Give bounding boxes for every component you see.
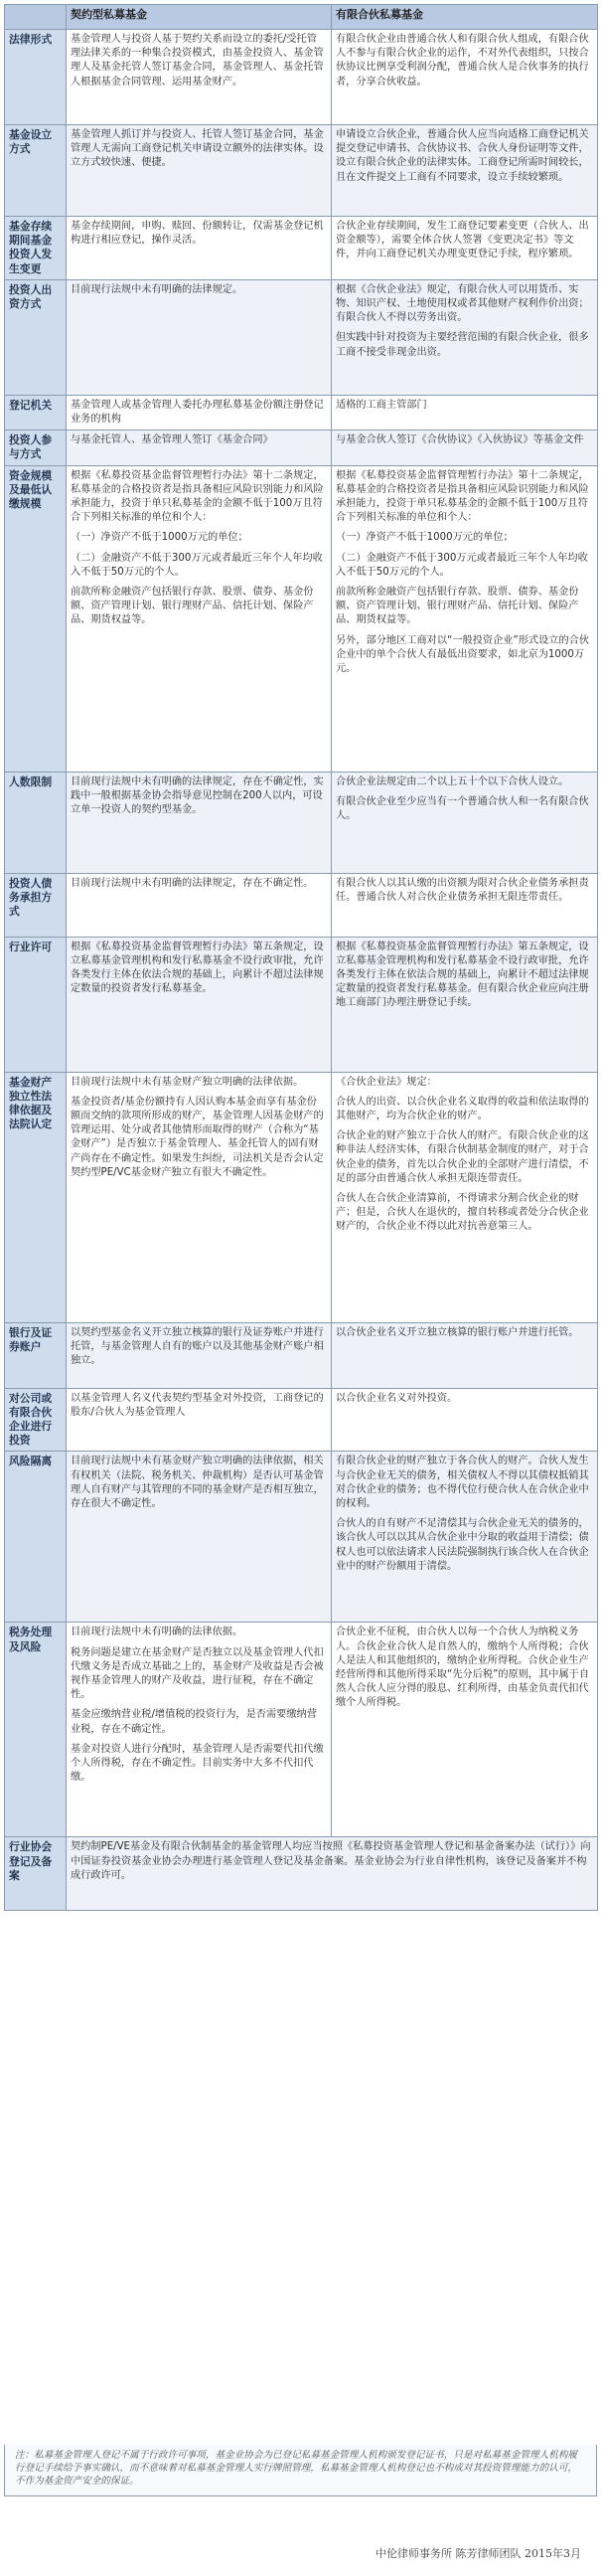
table-row	[5, 30, 598, 125]
table-row	[5, 1388, 598, 1452]
partnership-fund-cell	[332, 1452, 598, 1623]
cell-paragraph: 合伙人在合伙企业清算前，不得请求分割合伙企业的财产；但是，合伙人在退伙的，擅自转移或者处分合伙企业财产的，合伙企业不得以此对抗善意第三人。	[336, 1193, 589, 1233]
cell-paragraph: 基金应缴纳营业税/增值税的投资行为，是否需要缴纳营业税，存在不确定性。	[71, 1709, 317, 1735]
header-contract-fund: 契约型私募基金	[67, 5, 332, 30]
partnership-fund-cell: 以合伙企业名义对外投资。	[332, 1388, 598, 1452]
table-row	[5, 395, 598, 429]
cell-paragraph: 但实践中针对投资为主要经营范围的有限合伙企业，很多工商不接受非现金出资。	[336, 332, 589, 358]
partnership-fund-cell: 与基金合伙人签订《合伙协议》《入伙协议》等基金文件	[332, 430, 598, 465]
cell-paragraph: 另外，部分地区工商对以“一般投资企业”形式设立的合伙企业中的单个合伙人有最低出资要求，如北京为1000万元。	[336, 634, 590, 675]
partnership-fund-cell	[332, 279, 598, 395]
table-row	[5, 1072, 598, 1322]
contract-fund-cell: 契约制PE/VE基金及有限合伙制基金的基金管理人均应当按照《私募投资基金管理人登记和基金备案办法（试行）》向中国证券投资基金业协会办理进行基金管理人登记及基金备案。基金业协会为行业自律性机构，该登记及备案并不构成行政许可。	[67, 1837, 598, 1911]
cell-paragraph: 合伙人的出资、以合伙企业名义取得的收益和依法取得的其他财产，均为合伙企业的财产。	[336, 1096, 589, 1122]
table-row	[5, 430, 598, 465]
row-category: 登记机关	[5, 395, 67, 429]
contract-fund-cell: 基金管理人或基金管理人委托办理私募基金份额注册登记业务的机构	[67, 395, 332, 429]
contract-fund-cell: 以基金管理人名义代表契约型基金对外投资，工商登记的股东/合伙人为基金管理人	[67, 1388, 332, 1452]
row-category: 基金存续期间基金投资人发生变更	[5, 217, 67, 280]
cell-paragraph: 税务问题是建立在基金财产是否独立以及基金管理人代扣代缴义务是否成立基础之上的，基金财产及收益是否会被视作基金管理人的财产及收益，进行征税，存在不确定性。	[71, 1646, 324, 1701]
source-credit: 中伦律师事务所 陈芳律师团队 2015年3月	[376, 2547, 581, 2560]
row-category: 投资人出资方式	[5, 279, 67, 395]
contract-fund-cell: 目前现行法规中未有明确的法律规定，存在不确定性。	[67, 873, 332, 937]
table-row	[5, 465, 598, 772]
cell-paragraph: （二）金融资产不低于300万元或者最近三年个人年均收入不低于50万元的个人。	[336, 552, 588, 578]
table-header-row	[5, 5, 598, 30]
row-category: 行业协会登记及备案	[5, 1837, 67, 1911]
row-category: 人数限制	[5, 772, 67, 873]
header-partnership-fund: 有限合伙私募基金	[332, 5, 598, 30]
footnote: 注：私募基金管理人登记不属于行政许可事项，基金业协会为已登记私募基金管理人机构颁发登记证书，只是对私募基金管理人机构履行登记手续给予事实确认，而不意味着对私募基金管理人实行牌照管理，私募基金管理人机构登记也不构成对其投资管理能力的认可，不作为基金资产安全的保证。	[4, 2445, 597, 2496]
contract-fund-cell: 以契约型基金名义开立独立核算的银行及证券账户并进行托管，与基金管理人自有的账户以及其他基金财产账户相独立。	[67, 1322, 332, 1388]
cell-paragraph: 合伙企业法规定由二个以上五十个以下合伙人设立。	[336, 775, 569, 787]
cell-paragraph: 前款所称金融资产包括银行存款、股票、债券、基金份额、资产管理计划、银行理财产品、信托计划、保险产品、期货权益等。	[336, 587, 579, 626]
contract-fund-cell: 目前现行法规中未有明确的法律规定。	[67, 279, 332, 395]
row-category: 行业许可	[5, 937, 67, 1072]
partnership-fund-cell: 有限合伙企业由普通合伙人和有限合伙人组成，有限合伙人不参与有限合伙企业的运作，不对外代表组织，只按合伙协议比例享受利润分配，普通合伙人是合伙事务的执行者，分享合伙收益。	[332, 30, 598, 125]
cell-paragraph: 根据《合伙企业法》规定，有限合伙人可以用货币、实物、知识产权、土地使用权或者其他财产权利作价出资；有限合伙人不得以劳务出资。	[336, 283, 589, 324]
row-category: 投资人债务承担方式	[5, 873, 67, 937]
contract-fund-cell: 基金管理人抓订并与投资人、托管人签订基金合同，基金管理人无需向工商登记机关申请设立额外的法律实体。设立方式较快速、便捷。	[67, 125, 332, 217]
table-row	[5, 937, 598, 1072]
cell-paragraph: （一）净资产不低于1000万元的单位；	[336, 532, 514, 544]
table-row	[5, 1837, 598, 1911]
partnership-fund-cell: 有限合伙人以其认缴的出资额为限对合伙企业债务承担责任。普通合伙人对合伙企业债务承担无限连带责任。	[332, 873, 598, 937]
partnership-fund-cell: 根据《私募投资基金监督管理暂行办法》第五条规定，设立私募基金管理机构和发行私募基金不设行政审批，允许各类发行主体在依法合规的基础上，向累计不超过法律规定数量的投资者发行私募基金。但有限合伙企业应向注册地工商部门办理注册登记手续。	[332, 937, 598, 1072]
cell-paragraph: 基金投资者/基金份额持有人因认购本基金而享有基金份额而交纳的款项所形成的财产，基金管理人因基金财产的管理运用、处分或者其他情形而取得的财产（合称为“基金财产”）是否独立于基金管理人、基金托管人的固有财产尚存在不确定性。如果发生纠纷，司法机关是否会认定契约型PE/VC基金财产独立有很大不确定性。	[71, 1096, 324, 1178]
cell-paragraph: 前款所称金融资产包括银行存款、股票、债券、基金份额、资产管理计划、银行理财产品、信托计划、保险产品、期货权益等。	[71, 587, 314, 626]
table-row	[5, 1322, 598, 1388]
cell-paragraph: 根据《私募投资基金监督管理暂行办法》第十二条规定，私募基金的合格投资者是指具备相应风险识别能力和风险承担能力，投资于单只私募基金的金额不低于100万且符合下列相关标准的单位和个人：	[71, 469, 324, 524]
partnership-fund-cell: 合伙企业存续期间，发生工商登记要素变更（合伙人、出资金额等），需要全体合伙人签署《变更决定书》等文件，并向工商登记机关办理变更登记手续，程序繁琐。	[332, 217, 598, 280]
comparison-table	[4, 4, 598, 1911]
cell-paragraph: 有限合伙企业至少应当有一个普通合伙人和一名有限合伙人。	[336, 795, 589, 822]
cell-paragraph: 目前现行法规中未有明确的法律依据。	[71, 1627, 243, 1638]
cell-paragraph: （一）净资产不低于1000万元的单位；	[71, 532, 248, 544]
row-category: 对公司或有限合伙企业进行投资	[5, 1388, 67, 1452]
contract-fund-cell: 基金存续期间，申购、赎回、份额转让，仅需基金登记机构进行相应登记，操作灵活。	[67, 217, 332, 280]
partnership-fund-cell	[332, 465, 598, 772]
cell-paragraph: （二）金融资产不低于300万元或者最近三年个人年均收入不低于50万元的个人。	[71, 552, 323, 578]
partnership-fund-cell: 合伙企业不征税，由合伙人以每一个合伙人为纳税义务人。合伙企业合伙人是自然人的，缴纳个人所得税；合伙人是法人和其他组织的，缴纳企业所得税。合伙企业生产经营所得和其他所得采取“先分后税”的原则，其中属于自然人合伙人应分得的股息、红利所得，由基金负责代扣代缴个人所得税。	[332, 1623, 598, 1837]
table-row	[5, 873, 598, 937]
partnership-fund-cell: 适格的工商主管部门	[332, 395, 598, 429]
cell-paragraph: 基金对投资人进行分配时，基金管理人是否需要代扣代缴个人所得税，存在不确定性。目前实务中大多不代扣代缴。	[71, 1743, 324, 1784]
contract-fund-cell: 与基金托管人、基金管理人签订《基金合同》	[67, 430, 332, 465]
header-category-cell	[5, 5, 67, 30]
table-row	[5, 1623, 598, 1837]
cell-paragraph: 《合伙企业法》规定：	[336, 1076, 437, 1088]
row-category: 风险隔离	[5, 1452, 67, 1623]
row-category: 投资人参与方式	[5, 430, 67, 465]
cell-paragraph: 根据《私募投资基金监督管理暂行办法》第十二条规定，私募基金的合格投资者是指具备相应风险识别能力和风险承担能力，投资于单只私募基金的金额不低于100万且符合下列相关标准的单位和个人：	[336, 469, 589, 524]
partnership-fund-cell: 以合伙企业名义开立独立核算的银行账户并进行托管。	[332, 1322, 598, 1388]
table-row	[5, 1452, 598, 1623]
table-row	[5, 772, 598, 873]
contract-fund-cell	[67, 465, 332, 772]
partnership-fund-cell: 申请设立合伙企业，普通合伙人应当向适格工商登记机关提交登记申请书、合伙协议书、合伙人身份证明等文件，设立有限合伙企业的法律实体。工商登记所需时间较长，且在文件提交上工商有不同要求，设立手续较繁琐。	[332, 125, 598, 217]
contract-fund-cell: 目前现行法规中未有基金财产独立明确的法律依据，相关有权机关（法院、税务机关、仲裁机构）是否认可基金管理人自有财产与其管理的不同的基金财产是否相互独立，存在很大不确定性。	[67, 1452, 332, 1623]
cell-paragraph: 有限合伙企业的财产独立于各合伙人的财产。合伙人发生与合伙企业无关的债务，相关债权人不得以其债权抵销其对合伙企业的债务；也不得代位行使合伙人在合伙企业中的权利。	[336, 1456, 589, 1510]
row-category: 税务处理及风险	[5, 1623, 67, 1837]
table-body	[5, 30, 598, 1911]
partnership-fund-cell	[332, 772, 598, 873]
row-category: 银行及证券账户	[5, 1322, 67, 1388]
cell-paragraph: 合伙人的自有财产不足清偿其与合伙企业无关的债务的，该合伙人可以以其从合伙企业中分取的收益用于清偿；债权人也可以依法请求人民法院强制执行该合伙人在合伙企业中的财产份额用于清偿。	[336, 1518, 589, 1572]
contract-fund-cell: 根据《私募投资基金监督管理暂行办法》第五条规定，设立私募基金管理机构和发行私募基金不设行政审批，允许各类发行主体在依法合规的基础上，向累计不超过法律规定数量的投资者发行私募基金。	[67, 937, 332, 1072]
partnership-fund-cell	[332, 1072, 598, 1322]
row-category: 资金规模及最低认缴规模	[5, 465, 67, 772]
table-row	[5, 217, 598, 280]
table-row	[5, 279, 598, 395]
contract-fund-cell	[67, 1072, 332, 1322]
row-category: 基金财产独立性法律依据及法院认定	[5, 1072, 67, 1322]
cell-paragraph: 合伙企业的财产独立于合伙人的财产。有限合伙企业的这种非法人经济实体，有限合伙制基金制度的财产，对于合伙企业的债务，首先以合伙企业的全部财产进行清偿，不足的部分由普通合伙人承担无限连带责任。	[336, 1130, 589, 1184]
contract-fund-cell: 基金管理人与投资人基于契约关系而设立的委托/受托管理法律关系的一种集合投资模式，由基金投资人、基金管理人及基金托管人签订基金合同，基金管理人、基金托管人根据基金合同管理、运用基金财产。	[67, 30, 332, 125]
contract-fund-cell: 目前现行法规中未有明确的法律规定，存在不确定性，实践中一般根据基金协会指导意见控制在200人以内，可设立单一投资人的契约型基金。	[67, 772, 332, 873]
table-row	[5, 125, 598, 217]
contract-fund-cell	[67, 1623, 332, 1837]
row-category: 法律形式	[5, 30, 67, 125]
row-category: 基金设立方式	[5, 125, 67, 217]
cell-paragraph: 目前现行法规中未有基金财产独立明确的法律依据。	[71, 1076, 304, 1088]
